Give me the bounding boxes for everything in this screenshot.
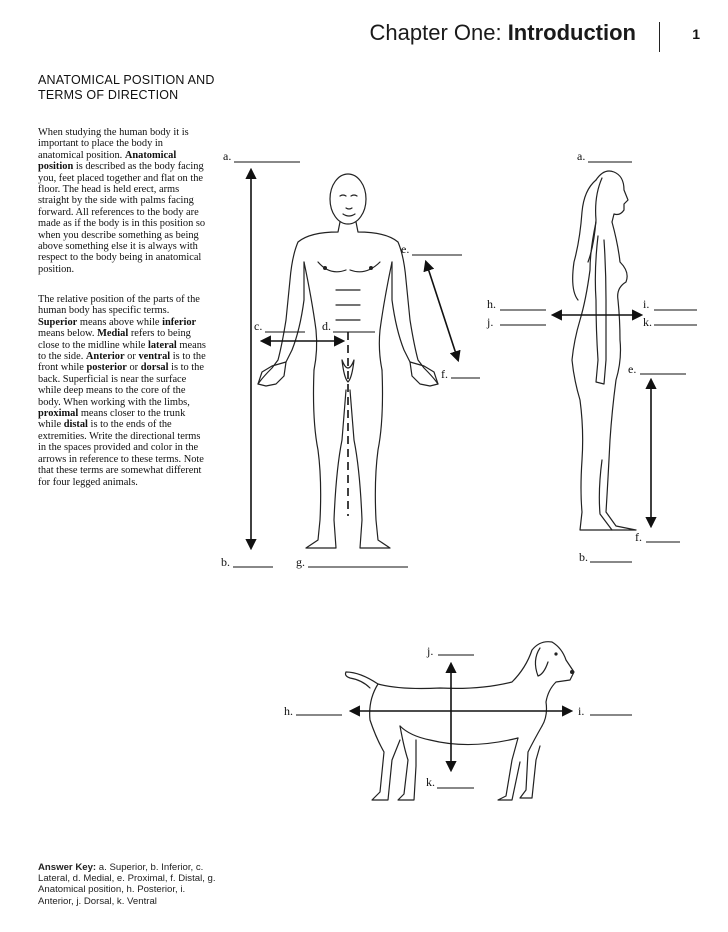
dog-front-leg-1 (520, 726, 542, 798)
text-run: means above while (77, 316, 163, 328)
side-arm (595, 236, 606, 384)
label-front-c: c. (254, 319, 263, 333)
term-dorsal: dorsal (140, 362, 169, 374)
label-side-h: h. (487, 297, 496, 311)
label-front-g: g. (296, 555, 305, 569)
text-run: When studying the human body it is important to place the body in anatomical position. (38, 127, 189, 161)
label-front-e: e. (401, 242, 410, 256)
side-face-profile (596, 171, 628, 222)
front-left-arm-outer (258, 222, 340, 384)
term-medial: Medial (97, 328, 129, 340)
front-torso-left (304, 262, 317, 370)
term-lateral: lateral (147, 339, 177, 351)
text-run: is to the back. Superficial is near the surface while deep means to the core of the body. When working with the limbs, (38, 362, 204, 408)
label-side-b: b. (579, 550, 588, 564)
label-side-i: i. (643, 297, 650, 311)
chapter-title-prefix: Chapter One: (369, 20, 508, 45)
term-superior: Superior (38, 316, 78, 328)
front-face-features (340, 195, 357, 216)
front-torso-right (379, 262, 392, 370)
front-right-arm-inner (392, 262, 410, 362)
front-left-hand (258, 362, 286, 386)
page-number: 1 (692, 26, 700, 42)
label-dog-h: h. (284, 704, 293, 718)
label-front-d: d. (322, 319, 331, 333)
text-run: or (124, 351, 139, 363)
text-run: means to the side. (38, 339, 206, 363)
chapter-title-bold: Introduction (507, 20, 636, 45)
proximal-distal-arrow (426, 262, 458, 360)
dog-nose (570, 670, 574, 674)
label-side-e: e. (628, 362, 637, 376)
front-left-arm-inner (286, 262, 304, 362)
term-ventral: ventral (138, 351, 171, 363)
term-inferior: inferior (162, 316, 197, 328)
dog-ear (535, 648, 548, 676)
text-run: is described as the body facing you, feet placed together and flat on the floor. The head is held erect, arms straight by the side with palms facing forward. All references to the body are made as if the body is in this position so when you describe something as being above something else it is always with respect to the body being in anatomical position. (38, 161, 206, 275)
term-posterior: posterior (86, 362, 127, 374)
front-right-hand (410, 362, 438, 386)
term-anatomical-position: Anatomical position (38, 149, 177, 173)
answer-key-text: a. Superior, b. Inferior, c. Lateral, d. Medial, e. Proximal, f. Distal, g. Anatomical position, h. Posterior, i. Anterior, j. Dorsal, k. Ventral (38, 862, 216, 907)
front-nipple-right (369, 266, 373, 270)
dog-hind-leg-1 (370, 684, 400, 800)
term-anterior: Anterior (85, 351, 125, 363)
dog-front-leg-2 (498, 738, 520, 800)
side-human-figure (572, 171, 636, 530)
front-nipple-left (323, 266, 327, 270)
label-side-j: j. (487, 315, 494, 329)
label-side-f: f. (635, 530, 642, 544)
dog-figure (346, 642, 575, 800)
dog-belly (400, 726, 518, 745)
label-dog-i: i. (578, 704, 585, 718)
label-front-f: f. (441, 367, 448, 381)
text-run: refers to being close to the midline while (38, 328, 191, 351)
section-heading: ANATOMICAL POSITION AND TERMS OF DIRECTION (38, 73, 215, 102)
text-run: means closer to the trunk while (38, 408, 186, 431)
dog-eye (554, 652, 557, 655)
front-right-arm-outer (356, 222, 438, 384)
text-run: is to the ends of the extremities. Write the directional terms in the spaces provided and color in the arrows in reference to these terms. Note that these terms are somewhat different for four legged animals. (38, 419, 204, 488)
side-front-outline (606, 222, 636, 530)
label-side-k: k. (643, 315, 652, 329)
text-run: The relative position of the parts of the human body has specific terms. (38, 294, 200, 317)
dog-hind-leg-2 (398, 726, 416, 800)
dog-back-and-head (346, 642, 574, 726)
label-side-a: a. (577, 149, 586, 163)
label-dog-j: j. (427, 644, 434, 658)
text-run: means below. (38, 328, 98, 340)
front-left-leg (306, 370, 346, 548)
answer-key-label: Answer Key: (38, 862, 97, 873)
text-run: is to the front while (38, 351, 206, 374)
label-front-a: a. (223, 149, 232, 163)
label-dog-k: k. (426, 775, 435, 789)
front-right-leg (350, 370, 390, 548)
label-front-b: b. (221, 555, 230, 569)
term-distal: distal (63, 419, 88, 431)
text-run: or (126, 362, 141, 374)
front-abs (336, 290, 360, 320)
term-proximal: proximal (38, 408, 79, 420)
